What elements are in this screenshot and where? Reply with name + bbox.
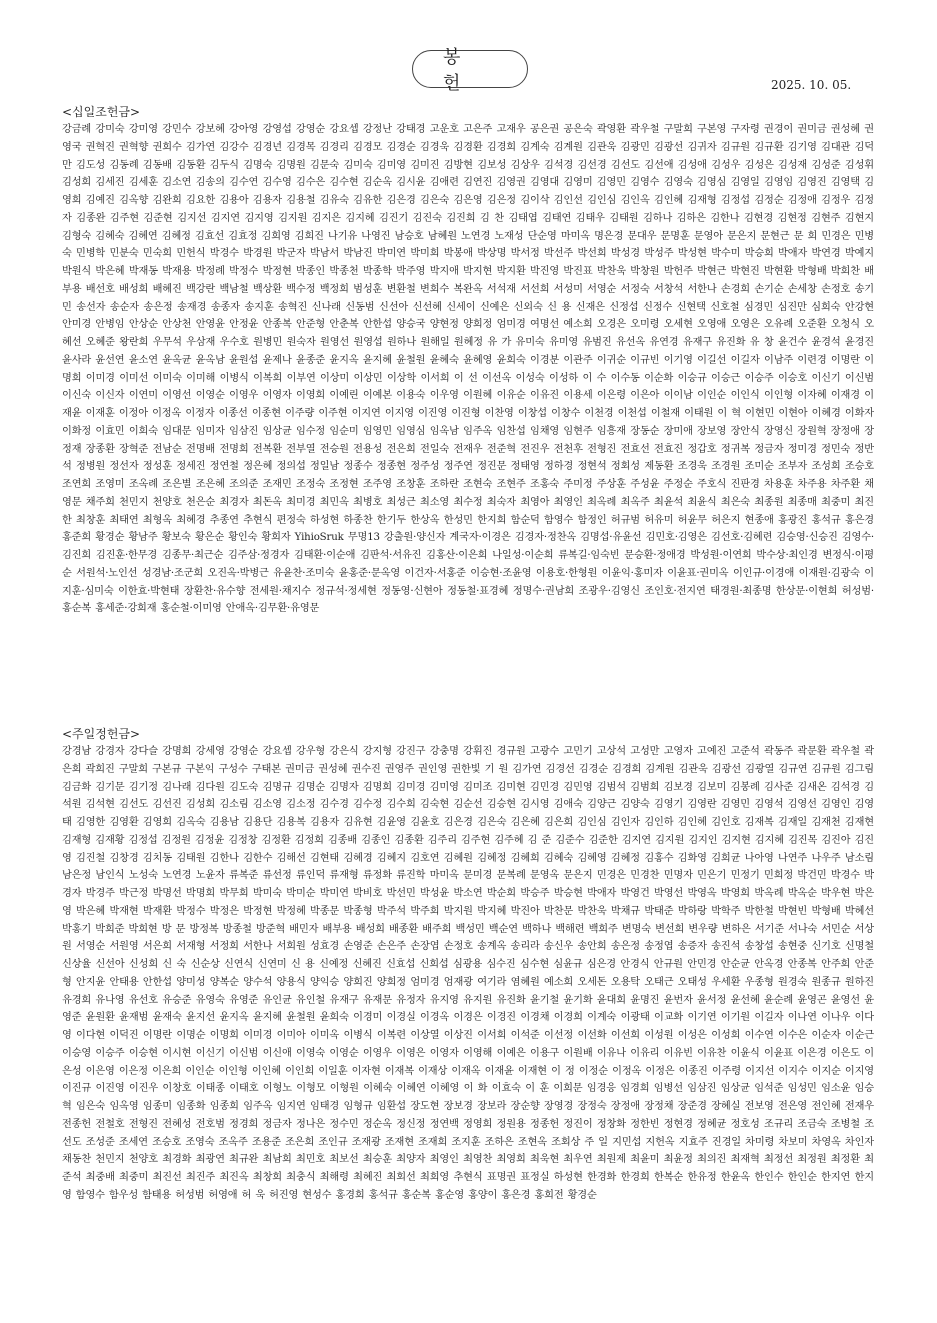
- sunday-offering-section: [62, 726, 874, 1205]
- section-heading-tithe: <십일조헌금>: [62, 105, 141, 119]
- tithe-name-list: 강금례 강미숙 강미영 강민수 강보혜 강아영 강영섭 강영순 강요셉 강정난 강태경 고운호 고은주 고재우 공은권 공은숙 곽영환 곽우철 구말희 구본영 구자령 권경이 권미금 권성혜 권영국 권혁진 권혁향 권희수 김가연 김강수 김경년 김경목 김경리 김경모 김경순 김경욱 김경환 김경희 김계숙 김계원 김관욱 김광민 김광선 김귀자 김규원 김규환 김기영 김대관 김덕만 김도성 김동례 김동배 김동환 김두식 김명숙 김명원 김문숙 김미숙 김미영 김미진 김방현 김보성 김상우 김석경 김선경 김선도 김선애 김성애 김성우 김성은 김성재 김성준 김성휘 김성희 김세진 김세훈 김소연 김송의 김수연 김수영 김수은 김수현 김순옥 김시윤 김애련 김연진 김영권 김영대 김영미 김영민 김영수 김영숙 김영심 김영일 김영임 김영진 김영택 김영희 김예진 김옥향 김완희 김요한 김용아 김용자 김용철 김유숙 김유한 김은경 김은숙 김은영 김은정 김이삭 김인선 김인심 김인옥 김인혜 김재형 김정섭 김정순 김정애 김정우 김정자 김종완 김주현 김준현 김지선 김지연 김지영 김지원 김지은 김지혜 김진기 김진숙 김진희 김 찬 김태엽 김태연 김태우 김태원 김하나 김하은 김한나 김현경 김현정 김현주 김현지 김형숙 김혜숙 김혜연 김혜정 김효선 김효정 김희영 김희진 나기유 나영진 남승호 남혜원 노연경 노재성 단순영 마미옥 명은경 문대우 문명훈 문영아 문은지 문현근 문 희 민경은 민병숙 민병학 민분숙 민숙희 민헌식 박경수 박경원 박군자 박남서 박남진 박미연 박미희 박봉애 박상명 박서정 박선주 박선희 박성경 박성주 박성현 박수미 박승희 박애자 박연경 박예지 박원식 박은혜 박재동 박재용 박정례 박정수 박정현 박종인 박종천 박종학 박주영 박지애 박지현 박지환 박진영 박진표 박찬욱 박창원 박헌주 박현근 박현진 박현환 박형배 박희찬 배부용 배선호 배성희 배혜진 백강란 백남철 백상환 백수정 백정희 범성훈 변환철 변희수 복완옥 서석재 서선희 서성미 서영순 서정숙 서창석 서한나 손경희 손기순 손세창 손정호 송기민 송선자 송순자 송은정 송재경 송종자 송지훈 송혁진 신나래 신동범 신선아 신선혜 신세이 신예은 신외숙 신 용 신재은 신정섭 신정수 신현택 신호철 심경민 심진만 심희숙 안강현 안미경 안병임 안상순 안상천 안영윤 안정윤 안종복 안준형 안춘복 안한섭 양승국 양현정 양희정 엄미경 여명선 예소희 오경은 오미령 오세현 오영애 오영은 오유례 오준환 오청식 오혜선 오혜준 왕란희 우무석 우삼재 우수호 원병민 원숙자 원영선 원영섭 원하나 원해일 원혜정 유 가 유미숙 유미영 유범진 유선옥 유연경 유재구 유진화 유 창 윤건수 윤경석 윤경진 윤사라 윤선연 윤소연 윤옥균 윤옥남 윤원섭 윤제나 윤종준 윤지옥 윤지혜 윤철원 윤혜숙 윤혜영 윤희숙 이경분 이관주 이귀순 이규빈 이기영 이길선 이길자 이남주 이련경 이명란 이명희 이미경 이미선 이미숙 이미해 이병식 이복희 이부연 이상미 이상민 이상학 이서희 이 선 이선옥 이성숙 이성하 이 수 이수동 이순화 이승규 이승근 이승주 이승호 이신기 이신범 이신숙 이신자 이연미 이영선 이영순 이영우 이영자 이영희 이예린 이예본 이용숙 이우영 이원혜 이유순 이유진 이용세 이은령 이은아 이이남 이인순 이인식 이인형 이자혜 이재경 이재윤 이재훈 이정아 이정옥 이정자 이종선 이종현 이주량 이주현 이지연 이지영 이진영 이진형 이찬영 이창섭 이창수 이천경 이천섭 이철재 이태원 이 혁 이현민 이현아 이혜경 이화자 이화정 이효민 이희숙 임대문 임미자 임삼진 임상균 임수정 임순미 임영민 임영심 임옥남 임주옥 임찬섭 임채영 임현주 임흥재 장동순 장미애 장보영 장안식 장영신 장원혁 장정애 장정재 장종환 장혁준 전남순 전명배 전명희 전복환 전부열 전승원 전용성 전은희 전일숙 전재우 전준혁 전진우 전천후 전형진 전효선 전효진 정갑호 정귀복 정금자 정미경 정민숙 정반석 정병원 정선자 정성훈 정세진 정연철 정은혜 정의섭 정일남 정종수 정종현 정주성 정주연 정진문 정태영 정하경 정현석 정회성 제동환 조경욱 조경원 조미순 조부자 조성희 조승호 조연희 조영미 조옥례 조은별 조은혜 조의준 조재민 조정숙 조정현 조주영 조창훈 조하란 조현숙 조현주 조홍숙 주미정 주상훈 주성윤 주정순 주호식 진판경 차용훈 차주용 차주환 채영문 채주희 천민지 천양호 천은순 최경자 최돈옥 최미경 최민옥 최병호 최성근 최소영 최수정 최숙자 최영아 최영인 최옥례 최옥주 최윤석 최윤식 최은숙 최종원 최종매 최중미 최진한 최창훈 최태연 최형옥 최혜경 추종연 추현식 편정숙 하성현 하종찬 한기두 한상옥 한성민 한지희 함순덕 함영수 함정인 허규범 허유미 허윤무 허은지 현종애 홍광진 홍석규 홍은경 홍준희 황경순 황남주 황보숙 황은순 황인숙 황희자 YihioSruk 무명13 강출원·양신자 계국자·이경은 김경자·정찬옥 김명섭·유윤선 김민호·김영은 김선호·김혜련 김승영·신승진 김영수·김진희 김진훈·한무경 김종무·최근순 김주삼·정경자 김태환·이순애 김판석·서유진 김홍산·이은희 나일성·이순희 류복길·임숙빈 문승환·정애경 박성원·이연희 박수상·최인경 변정식·이평순 서원석·노인선 성경남·조군희 오진옥·박병근 유윤찬·조미숙 윤홍준·문옥영 이건자·서홍준 이승현·조윤영 이용호·한형원 이윤익·홍미자 이윤표·권미옥 이인규·이경애 이재원·김광숙 이지훈·심미숙 이한효·박현태 장환찬·유수향 전세원·채지수 정규석·정세현 정동영·신현아 정동철·표경혜 정명수·권남희 조광우·김영신 조인호·전지연 태경원·최종명 한상문·이현희 허성범·홍순복 홍세준·강희재 홍순철·이미영 안애옥·김무환·유영문: [62, 124, 874, 615]
- sunday-name-list: 강경남 강경자 강다슬 강명희 강세영 강영순 강요셉 강우형 강은식 강지형 강진구 강충명 강휘진 경규원 고광수 고민기 고상석 고성만 고영자 고예진 고준석 곽동주 곽문환 곽우철 곽은희 곽희진 구말희 구본규 구본익 구성수 구태본 권미금 권성혜 권수진 권영주 권인영 권한빛 기 원 김가연 김경선 김경순 김경희 김계원 김관욱 김광선 김광열 김규연 김규원 김그림 김금화 김기문 김기정 김나래 김다원 김도숙 김명규 김명순 김명자 김명희 김미경 김미영 김미조 김미현 김민경 김민영 김범석 김범희 김보경 김보미 김봉례 김사준 김새온 김석경 김석원 김석현 김선도 김선진 김성희 김소림 김소영 김소정 김수경 김수정 김수희 김숙현 김순선 김승현 김시영 김애숙 김양근 김양숙 김영기 김영란 김영민 김영석 김영선 김영인 김영태 김영한 김영환 김영희 김옥숙 김용남 김용단 김용복 김용자 김유현 김윤영 김윤호 김은경 김은숙 김은혜 김은희 김인심 김인자 김인하 김인혜 김인호 김재복 김재일 김재천 김재현 김재형 김재황 김정섭 김정원 김정윤 김정창 김정환 김정희 김종배 김종인 김종환 김주리 김주현 김주혜 김 준 김준수 김준한 김지연 김지원 김지인 김지현 김지혜 김진목 김진아 김진영 김진철 김창경 김치동 김태원 김한나 김한수 김해선 김현태 김혜경 김혜지 김호연 김혜원 김혜정 김혜희 김혜숙 김혜영 김혜정 김홍수 김화영 김희균 나아영 나연주 나우주 남소림 남은정 남인식 노성숙 노연경 노윤자 류복준 류선정 류인덕 류재형 류정화 류진학 마미옥 문미경 문복례 문영옥 문은지 민경은 민경찬 민명자 민은기 민정기 민희정 박건민 박경수 박경자 박경주 박근정 박명선 박명희 박무희 박미숙 박미순 박미연 박비호 박선민 박성윤 박소연 박순희 박승주 박승현 박애자 박영건 박영선 박영옥 박영희 박옥례 박옥순 박우현 박은영 박은혜 박재현 박재환 박정수 박정은 박정현 박정혜 박종문 박종형 박주석 박주희 박지원 박지혜 박진아 박찬문 박찬욱 박채규 박태준 박하랑 박학주 박한철 박현빈 박형배 박혜선 박홍기 박희준 박희현 방 문 방정복 방종철 방준혁 배민자 배부용 배성희 배종환 배주희 백성민 백순연 백하나 백해련 백희주 변명숙 변선희 변우량 변하은 서기준 서나숙 서민순 서상원 서영순 서원영 서은희 서재형 서정희 서한나 서희원 성효경 손영준 손은주 손장엽 손정호 송계옥 송리라 송신우 송안희 송은정 송정엽 송증자 송진석 송창섭 송현중 신기호 신명철 신상율 신선아 신성희 신 숙 신순상 신연식 신연미 신 용 신예정 신혜진 신효섭 신희섭 심광용 심수진 심수현 심윤규 심은경 안경식 안규원 안민경 안순균 안옥경 안종복 안주희 안준형 안지윤 안태용 안한섭 양미성 양복순 양수석 양용식 양익승 양희진 양희정 엄미경 엄재광 여기라 염혜원 예소희 오세돈 오용탁 오태근 오태성 우세환 우종형 원경숙 원종규 원하진 유경희 유나영 유선호 유승준 유영숙 유영준 유인균 유인철 유재구 유재문 유정자 유지영 유지원 유진화 윤기철 윤기화 윤대희 윤명진 윤번자 윤서정 윤선혜 윤순례 윤영곤 윤영선 윤영준 윤원환 윤재범 윤재숙 윤지선 윤지옥 윤지혜 윤철원 윤희숙 이경미 이경실 이경옥 이경은 이경진 이경채 이경희 이계숙 이광태 이교화 이기연 이기원 이길자 이나연 이나우 이다영 이다현 이덕진 이명란 이명순 이명희 이미경 이미아 이미옥 이병식 이복련 이상열 이상진 이서희 이석준 이선정 이선화 이선희 이성원 이성은 이성희 이수연 이수은 이순자 이순근 이승영 이승주 이승현 이시현 이신기 이신범 이신애 이영숙 이영순 이영우 이영은 이영자 이영해 이예은 이용구 이원배 이유나 이유리 이유빈 이유찬 이윤식 이윤표 이은경 이은도 이은성 이은영 이은정 이은희 이인순 이인형 이인혜 이인희 이일훈 이자현 이재복 이재상 이재옥 이재윤 이재현 이 정 이정순 이정옥 이정은 이종진 이주령 이지선 이지수 이지순 이지영 이진규 이진영 이진우 이창호 이태종 이태호 이형노 이형모 이형원 이혜숙 이혜연 이혜영 이 화 이효숙 이 훈 이희문 임경응 임경희 임병선 임삼진 임상균 임석준 임성민 임소윤 임승혁 임은숙 임옥영 임종미 임종화 임종희 임주옥 임지연 임태경 임형규 임환섭 장도현 장보경 장보라 장순향 장영경 장정숙 장정애 장정채 장준경 장혜실 전보영 전은영 전인혜 전재우 전종헌 전철호 전형진 전혜성 전호범 정경희 정금자 정나은 정수민 정순옥 정신정 정연백 정영희 정원용 정종헌 정진이 정창화 정한빈 정현경 정혜균 정호성 조규리 조금숙 조병철 조선도 조성준 조세연 조승호 조영숙 조옥주 조용준 조은희 조인규 조재광 조재현 조재희 조지훈 조하은 조현옥 조회상 주 일 지민섭 지헌옥 지효주 진경일 차미령 차보미 차영옥 차인자 채동찬 천민지 천양호 최경화 최광연 최규완 최남희 최민호 최보선 최승훈 최양자 최영인 최영찬 최영희 최욱현 최우연 최원제 최윤미 최윤정 최의진 최재혁 최정선 최정원 최정환 최준석 최중배 최중미 최진선 최진주 최진옥 최창희 최충식 최해령 최혜진 최회선 최희영 추현식 표명권 표정실 하성현 한경화 한경희 한복순 한유정 한윤옥 한인수 한인순 한지연 한지영 함영수 함우성 함태용 허성범 허영애 허 욱 허진영 현성수 홍경희 홍석규 홍순복 홍순영 홍양이 홍은경 홍희전 황경순: [62, 746, 874, 1201]
- date-label: 2025. 10. 05.: [771, 78, 852, 92]
- page-title: 봉 헌: [412, 50, 528, 88]
- section-heading-sunday: <주일정헌금>: [62, 727, 141, 741]
- tithe-section: [62, 104, 874, 618]
